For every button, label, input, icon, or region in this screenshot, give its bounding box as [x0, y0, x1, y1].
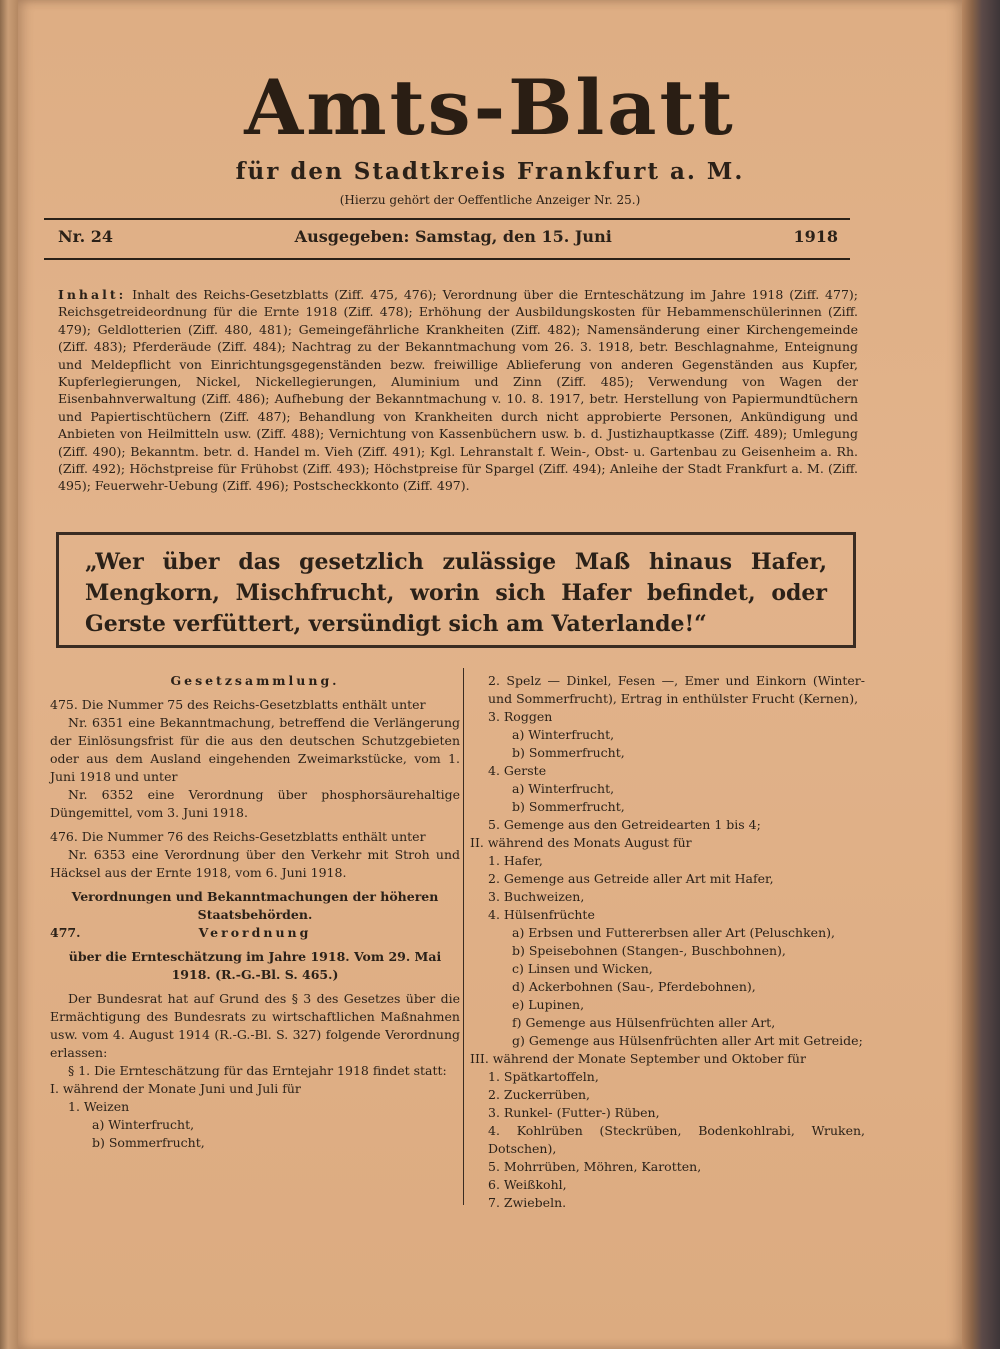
binding-left [0, 0, 18, 1349]
paragraph-475-a: Nr. 6351 eine Bekanntmachung, betreffend die Verlängerung der Einlösungsfrist für die aus den deutschen Schutzgebieten oder aus dem Ausland eingehenden Zweimarkstücke, vom 1. Juni 1918 und unter [50, 715, 460, 784]
roman-item-1: I. während der Monate Juni und Juli für [50, 1081, 301, 1096]
list-item: a) Erbsen und Futtererbsen aller Art (Peluschken), [512, 925, 835, 940]
roman-item-3: III. während der Monate September und Oktober für [470, 1051, 806, 1066]
list-item: 4. Gerste [488, 763, 547, 778]
list-item: a) Winterfrucht, [512, 727, 615, 742]
right-column [470, 672, 865, 1212]
paragraph-475-b: Nr. 6352 eine Verordnung über phosphorsäurehaltige Düngemittel, vom 3. Juni 1918. [50, 787, 460, 820]
list-item: 5. Mohrrüben, Möhren, Karotten, [488, 1159, 702, 1174]
paragraph-476-a: Nr. 6353 eine Verordnung über den Verkehr mit Stroh und Häcksel aus der Ernte 1918, vom 6. Juni 1918. [50, 847, 460, 880]
list-item: 4. Kohlrüben (Steckrüben, Bodenkohlrabi, Wruken, Dotschen), [488, 1123, 865, 1156]
column-divider [463, 668, 464, 1205]
list-item: 2. Gemenge aus Getreide aller Art mit Hafer, [488, 871, 774, 886]
issue-date: Ausgegeben: Samstag, den 15. Juni [294, 227, 612, 246]
list-item: b) Sommerfrucht, [92, 1135, 205, 1150]
issue-year: 1918 [793, 227, 838, 246]
list-item: 6. Weißkohl, [488, 1177, 567, 1192]
list-item: 4. Hülsenfrüchte [488, 907, 595, 922]
section-heading-verordnungen: Verordnungen und Bekanntmachungen der höheren Staatsbehörden. [71, 889, 439, 922]
issue-line [58, 227, 838, 246]
section-heading-gesetzsammlung: Gesetzsammlung. [170, 673, 340, 688]
bottom-rule [44, 258, 850, 260]
list-item: 1. Weizen [68, 1099, 130, 1114]
contents-text: Inhalt des Reichs-Gesetzblatts (Ziff. 475, 476); Verordnung über die Ernteschätzung im Jahre 1918 (Ziff. 477); Reichsgetreideordnung für die Ernte 1918 (Ziff. 478); Erhöhung der Ausbildungskosten für Hebammenschülerinnen (Ziff. 479); Geldlotterien (Ziff. 480, 481); Gemeingefährliche Krankheiten (Ziff. 482); Namensänderung einer Kirchengemeinde (Ziff. 483); Pferderäude (Ziff. 484); Nachtrag zu der Bekanntmachung vom 26. 3. 1918, betr. Beschlagnahme, Enteignung und Meldepflicht von Einrichtungsgegenständen bezw. freiwillige Ablieferung von anderen Gegenständen aus Kupfer, Kupferlegierungen, Nickel, Nickellegierungen, Aluminium und Zinn (Ziff. 485); Verwendung von Wagen der Eisenbahnverwaltung (Ziff. 486); Aufhebung der Bekanntmachung v. 10. 8. 1917, betr. Herstellung von Papiermundtüchern und Papiertischtüchern (Ziff. 487); Behandlung von Krankheiten durch nicht approbierte Personen, Ankündigung und Anbieten von Heilmitteln usw. (Ziff. 488); Vernichtung von Kassenbüchern usw. b. d. Justizhauptkasse (Ziff. 489); Umlegung (Ziff. 490); Bekanntm. betr. d. Handel m. Vieh (Ziff. 491); Kgl. Lehranstalt f. Wein-, Obst- u. Gartenbau zu Geisenheim a. Rh. (Ziff. 492); Höchstpreise für Frühobst (Ziff. 493); Höchstpreise für Spargel (Ziff. 494); Anleihe der Stadt Frankfurt a. M. (Ziff. 495); Feuerwehr-Uebung (Ziff. 496); Postscheckkonto (Ziff. 497). [58, 287, 858, 494]
paragraph-477-number: 477. [50, 925, 81, 940]
paragraph-475: 475. Die Nummer 75 des Reichs-Gesetzblatts enthält unter [50, 697, 426, 712]
list-item: 1. Hafer, [488, 853, 543, 868]
masthead-note: (Hierzu gehört der Oeffentliche Anzeiger Nr. 25.) [339, 193, 641, 207]
contents-label: Inhalt: [58, 287, 127, 302]
masthead [18, 63, 962, 207]
slogan-box: „Wer über das gesetzlich zulässige Maß hinaus Hafer, Mengkorn, Mischfrucht, worin sich Hafer befindet, oder Gerste verfüttert, versündigt sich am Vaterlande!“ [56, 532, 856, 648]
issue-number: Nr. 24 [58, 227, 113, 246]
top-rule [44, 218, 850, 220]
list-item: 3. Roggen [488, 709, 553, 724]
paragraph-477-heading: Verordnung [198, 925, 312, 940]
list-item: 1. Spätkartoffeln, [488, 1069, 599, 1084]
list-item: 2. Zuckerrüben, [488, 1087, 591, 1102]
paragraph-477-text: Der Bundesrat hat auf Grund des § 3 des Gesetzes über die Ermächtigung des Bundesrats zu wirtschaftlichen Maßnahmen usw. vom 4. August 1914 (R.-G.-Bl. S. 327) folgende Verordnung erlassen: [50, 991, 460, 1060]
list-item: c) Linsen und Wicken, [512, 961, 653, 976]
paragraph-476: 476. Die Nummer 76 des Reichs-Gesetzblatts enthält unter [50, 829, 426, 844]
newspaper-page [18, 0, 962, 1349]
list-item: b) Sommerfrucht, [512, 799, 625, 814]
list-item: g) Gemenge aus Hülsenfrüchten aller Art mit Getreide; [512, 1033, 863, 1048]
masthead-title: Amts-Blatt [244, 63, 736, 152]
list-item: e) Lupinen, [512, 997, 585, 1012]
list-item: b) Speisebohnen (Stangen-, Buschbohnen), [512, 943, 786, 958]
list-item: d) Ackerbohnen (Sau-, Pferdebohnen), [512, 979, 756, 994]
list-item: 3. Runkel- (Futter-) Rüben, [488, 1105, 660, 1120]
paragraph-477-title: über die Ernteschätzung im Jahre 1918. Vom 29. Mai 1918. (R.-G.-Bl. S. 465.) [68, 949, 442, 982]
list-item: a) Winterfrucht, [92, 1117, 195, 1132]
list-item: f) Gemenge aus Hülsenfrüchten aller Art, [512, 1015, 776, 1030]
paragraph-477-section-1: § 1. Die Ernteschätzung für das Erntejahr 1918 findet statt: [68, 1063, 447, 1078]
list-item: 5. Gemenge aus den Getreidearten 1 bis 4; [488, 817, 761, 832]
list-item: b) Sommerfrucht, [512, 745, 625, 760]
roman-item-2: II. während des Monats August für [470, 835, 692, 850]
list-item: 3. Buchweizen, [488, 889, 585, 904]
list-item: 7. Zwiebeln. [488, 1195, 567, 1210]
list-item: 2. Spelz — Dinkel, Fesen —, Emer und Einkorn (Winter- und Sommerfrucht), Ertrag in enthülster Frucht (Kernen), [488, 673, 865, 706]
list-item: a) Winterfrucht, [512, 781, 615, 796]
binding-right [960, 0, 1000, 1349]
left-column [50, 672, 460, 1152]
table-of-contents [58, 286, 858, 495]
masthead-subtitle: für den Stadtkreis Frankfurt a. M. [235, 158, 745, 185]
